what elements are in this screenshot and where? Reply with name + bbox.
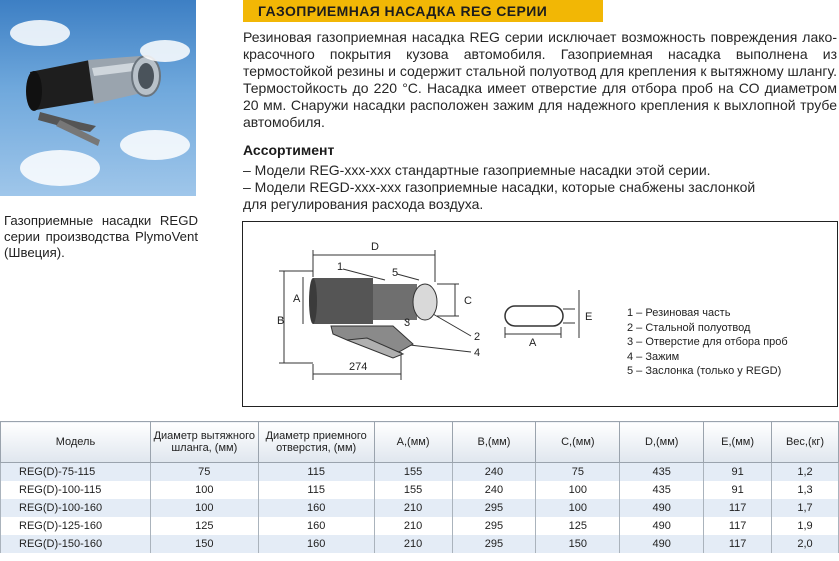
table-cell: 117 [704, 517, 772, 535]
photo-caption: Газоприемные насадки REGD серии производства PlymoVent (Швеция). [4, 213, 198, 260]
table-cell: 160 [258, 535, 374, 553]
table-cell: 490 [620, 517, 704, 535]
table-cell: 155 [374, 481, 452, 499]
table-cell: 210 [374, 517, 452, 535]
table-cell: 75 [150, 463, 258, 482]
list-item: – Модели REGD-xxx-xxx газоприемные насадки, которые снабжены заслонкой [243, 179, 756, 195]
table-cell: 100 [536, 499, 620, 517]
label-4: 4 [474, 347, 481, 359]
table-cell: 240 [452, 463, 536, 482]
table-cell: 115 [258, 481, 374, 499]
table-cell: 295 [452, 517, 536, 535]
column-header: E,(мм) [704, 422, 772, 463]
column-header: Вес,(кг) [772, 422, 839, 463]
column-header: A,(мм) [374, 422, 452, 463]
legend-item: 5 – Заслонка (только у REGD) [627, 365, 782, 378]
table-cell: REG(D)-100-160 [1, 499, 151, 517]
table-cell: REG(D)-100-115 [1, 481, 151, 499]
legend-item: 1 – Резиновая часть [627, 307, 731, 319]
table-row [1, 535, 839, 553]
table-row [1, 499, 839, 517]
label-a: A [293, 293, 301, 305]
page-title: ГАЗОПРИЕМНАЯ НАСАДКА REG СЕРИИ [258, 3, 548, 19]
table-cell: 91 [704, 463, 772, 482]
table-row [1, 481, 839, 499]
table-row [1, 517, 839, 535]
column-header: D,(мм) [620, 422, 704, 463]
table-cell: 1,9 [772, 517, 839, 535]
diagram-legend [627, 306, 788, 379]
specs-table [0, 421, 839, 553]
label-a-slot: A [529, 337, 537, 349]
table-cell: 1,3 [772, 481, 839, 499]
table-cell: 2,0 [772, 535, 839, 553]
assortment-heading: Ассортимент [243, 142, 335, 158]
table-cell: 125 [150, 517, 258, 535]
label-274: 274 [349, 361, 368, 373]
legend-item: 2 – Стальной полуотвод [627, 321, 751, 334]
legend-item: 4 – Зажим [627, 350, 680, 363]
table-cell: 160 [258, 499, 374, 517]
table-cell: 490 [620, 535, 704, 553]
dimension-diagram [242, 221, 838, 407]
table-cell: 115 [258, 463, 374, 482]
label-5: 5 [392, 267, 399, 279]
label-c: C [464, 295, 472, 307]
list-item: – Модели REG-xxx-xxx стандартные газоприемные насадки этой серии. [243, 162, 711, 178]
table-cell: 435 [620, 463, 704, 482]
table-cell: REG(D)-75-115 [1, 463, 151, 482]
table-cell: 210 [374, 535, 452, 553]
slot-outline [505, 306, 563, 326]
specs-table-wrap [0, 421, 839, 561]
table-cell: 117 [704, 499, 772, 517]
label-e: E [585, 311, 593, 323]
table-cell: 490 [620, 499, 704, 517]
column-header: Модель [1, 422, 151, 463]
table-cell: 117 [704, 535, 772, 553]
column-header: Диаметр вытяжного шланга, (мм) [150, 422, 258, 463]
label-b: B [277, 315, 285, 327]
table-cell: REG(D)-125-160 [1, 517, 151, 535]
table-cell: 1,2 [772, 463, 839, 482]
table-cell: 160 [258, 517, 374, 535]
column-header: B,(мм) [452, 422, 536, 463]
description-paragraph: Резиновая газоприемная насадка REG серии исключает возможность повреждения лако-красочного покрытия кузова автомобиля. Газоприемная насадка выполнена из термостойкой резины и содержит стальной полуотвод для крепления к вытяжному шлангу. Термостойкость до 220 °С. Насадка имеет отверстие для отбора проб на СО диаметром 20 мм. Снаружи насадки расположен зажим для надежного крепления к выхлопной трубе автомобиля. [243, 29, 837, 130]
list-item: для регулирования расхода воздуха. [243, 196, 484, 212]
table-cell: 155 [374, 463, 452, 482]
table-cell: 295 [452, 535, 536, 553]
table-cell: 100 [150, 499, 258, 517]
table-cell: 1,7 [772, 499, 839, 517]
table-cell: 100 [150, 481, 258, 499]
table-cell: 150 [150, 535, 258, 553]
column-header: C,(мм) [536, 422, 620, 463]
table-cell: 240 [452, 481, 536, 499]
table-cell: 91 [704, 481, 772, 499]
legend-item: 3 – Отверстие для отбора проб [627, 336, 788, 349]
table-cell: 295 [452, 499, 536, 517]
label-1: 1 [337, 261, 344, 273]
table-row [1, 463, 839, 482]
table-header-row [1, 422, 839, 463]
table-cell: 100 [536, 481, 620, 499]
assortment-list [243, 162, 839, 213]
table-cell: 150 [536, 535, 620, 553]
table-cell: 210 [374, 499, 452, 517]
product-photo [0, 0, 196, 196]
column-header: Диаметр приемного отверстия, (мм) [258, 422, 374, 463]
label-3: 3 [404, 317, 411, 329]
label-2: 2 [474, 331, 481, 343]
table-cell: REG(D)-150-160 [1, 535, 151, 553]
table-cell: 125 [536, 517, 620, 535]
label-d: D [371, 241, 379, 253]
table-cell: 75 [536, 463, 620, 482]
table-cell: 435 [620, 481, 704, 499]
